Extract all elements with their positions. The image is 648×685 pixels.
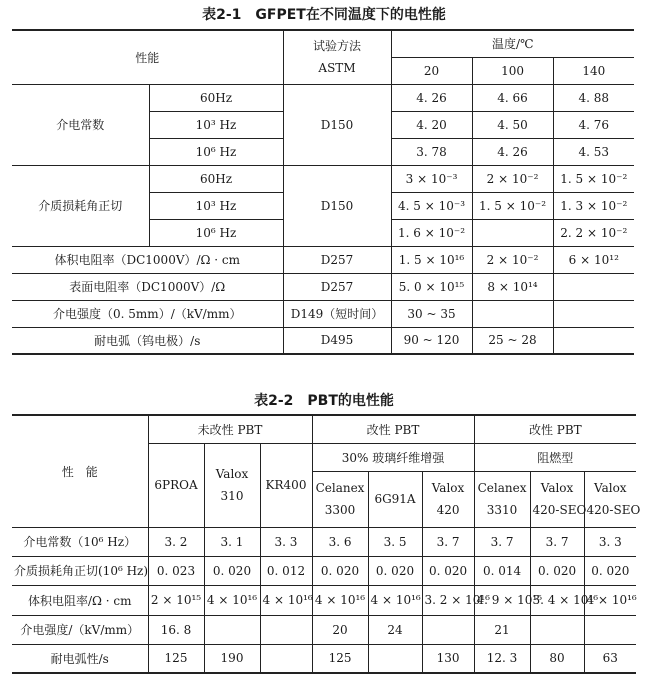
grade-header: 6G91A bbox=[368, 471, 422, 527]
value-cell: 90 ~ 120 bbox=[391, 327, 472, 354]
freq-cell: 10⁶ Hz bbox=[149, 138, 283, 165]
value-cell: 4. 26 bbox=[472, 138, 553, 165]
value-cell: 125 bbox=[148, 644, 204, 673]
value-cell: 2 × 10⁻² bbox=[472, 165, 553, 192]
value-cell: 3. 7 bbox=[530, 527, 584, 556]
dielectric-constant-label: 介电常数 bbox=[12, 84, 149, 165]
value-cell: 0. 014 bbox=[474, 556, 530, 585]
header-temp-100: 100 bbox=[472, 57, 553, 84]
header-group-modified-flame: 改性 PBT bbox=[474, 415, 636, 443]
value-cell: 3. 5 bbox=[368, 527, 422, 556]
value-cell: 4. 50 bbox=[472, 111, 553, 138]
method-cell: D257 bbox=[283, 273, 391, 300]
header-sub-flame: 阻燃型 bbox=[474, 443, 636, 471]
value-cell bbox=[553, 300, 634, 327]
gfpet-electrical-table bbox=[12, 29, 634, 355]
value-cell: 3. 1 bbox=[204, 527, 260, 556]
value-cell: 4 × 10¹⁶ bbox=[368, 585, 422, 615]
surface-resistivity-label: 表面电阻率（DC1000V）/Ω bbox=[12, 273, 283, 300]
value-cell bbox=[422, 615, 474, 644]
value-cell: 190 bbox=[204, 644, 260, 673]
value-cell bbox=[472, 219, 553, 246]
value-cell: 12. 3 bbox=[474, 644, 530, 673]
value-cell: 0. 012 bbox=[260, 556, 312, 585]
value-cell: 4. 9 × 10¹⁵ bbox=[474, 585, 530, 615]
value-cell: 8 × 10¹⁴ bbox=[472, 273, 553, 300]
grade-header: Valox 420-SEO bbox=[530, 471, 584, 527]
grade-header: Valox 420 bbox=[422, 471, 474, 527]
value-cell: 3. 3 bbox=[260, 527, 312, 556]
value-cell: 4 × 10¹⁶ bbox=[204, 585, 260, 615]
value-cell: 63 bbox=[584, 644, 636, 673]
value-cell: 3. 7 bbox=[422, 527, 474, 556]
header-method: 试验方法 ASTM bbox=[283, 30, 391, 84]
value-cell: 0. 023 bbox=[148, 556, 204, 585]
table2-caption: 表2-2 PBT的电性能 bbox=[254, 393, 394, 409]
value-cell: 0. 020 bbox=[204, 556, 260, 585]
value-cell bbox=[553, 273, 634, 300]
value-cell: 0. 020 bbox=[530, 556, 584, 585]
value-cell: 130 bbox=[422, 644, 474, 673]
value-cell: 4. 66 bbox=[472, 84, 553, 111]
value-cell: 1. 6 × 10⁻² bbox=[391, 219, 472, 246]
value-cell: 4 × 10¹⁶ bbox=[312, 585, 368, 615]
value-cell bbox=[472, 300, 553, 327]
value-cell: 4 × 10¹⁶ bbox=[584, 585, 636, 615]
value-cell: 3. 2 bbox=[148, 527, 204, 556]
method-cell: D257 bbox=[283, 246, 391, 273]
grade-header: Celanex 3310 bbox=[474, 471, 530, 527]
value-cell: 4. 26 bbox=[391, 84, 472, 111]
value-cell: 3. 78 bbox=[391, 138, 472, 165]
value-cell: 4 × 10¹⁶ bbox=[260, 585, 312, 615]
value-cell: 24 bbox=[368, 615, 422, 644]
freq-cell: 60Hz bbox=[149, 84, 283, 111]
header-property: 性 能 bbox=[12, 415, 148, 527]
value-cell: 1. 5 × 10¹⁶ bbox=[391, 246, 472, 273]
value-cell: 2 × 10⁻² bbox=[472, 246, 553, 273]
value-cell: 4. 88 bbox=[553, 84, 634, 111]
header-group-unmodified: 未改性 PBT bbox=[148, 415, 312, 443]
value-cell bbox=[368, 644, 422, 673]
freq-cell: 10³ Hz bbox=[149, 111, 283, 138]
row-label: 介质损耗角正切(10⁶ Hz) bbox=[12, 556, 148, 585]
freq-cell: 60Hz bbox=[149, 165, 283, 192]
value-cell: 1. 5 × 10⁻² bbox=[472, 192, 553, 219]
value-cell bbox=[584, 615, 636, 644]
header-property: 性能 bbox=[12, 30, 283, 84]
method-cell: D149（短时间） bbox=[283, 300, 391, 327]
row-label: 介电强度/（kV/mm） bbox=[12, 615, 148, 644]
dielectric-strength-label: 介电强度（0. 5mm）/（kV/mm） bbox=[12, 300, 283, 327]
freq-cell: 10⁶ Hz bbox=[149, 219, 283, 246]
value-cell: 25 ~ 28 bbox=[472, 327, 553, 354]
freq-cell: 10³ Hz bbox=[149, 192, 283, 219]
arc-resistance-label: 耐电弧（钨电极）/s bbox=[12, 327, 283, 354]
value-cell bbox=[260, 644, 312, 673]
value-cell: 21 bbox=[474, 615, 530, 644]
value-cell bbox=[553, 327, 634, 354]
grade-header: 6PROA bbox=[148, 443, 204, 527]
value-cell bbox=[260, 615, 312, 644]
value-cell: 6 × 10¹² bbox=[553, 246, 634, 273]
value-cell: 0. 020 bbox=[422, 556, 474, 585]
value-cell: 30 ~ 35 bbox=[391, 300, 472, 327]
row-label: 耐电弧性/s bbox=[12, 644, 148, 673]
grade-header: KR400 bbox=[260, 443, 312, 527]
value-cell: 0. 020 bbox=[312, 556, 368, 585]
row-label: 体积电阻率/Ω · cm bbox=[12, 585, 148, 615]
volume-resistivity-label: 体积电阻率（DC1000V）/Ω · cm bbox=[12, 246, 283, 273]
value-cell: 125 bbox=[312, 644, 368, 673]
grade-header: Valox 420-SEO bbox=[584, 471, 636, 527]
value-cell: 3. 2 × 10¹⁶ bbox=[422, 585, 474, 615]
value-cell: 2 × 10¹⁵ bbox=[148, 585, 204, 615]
method-cell: D150 bbox=[283, 84, 391, 165]
header-temp-20: 20 bbox=[391, 57, 472, 84]
grade-header: Valox 310 bbox=[204, 443, 260, 527]
value-cell: 4. 53 bbox=[553, 138, 634, 165]
pbt-electrical-table bbox=[12, 414, 641, 674]
value-cell: 80 bbox=[530, 644, 584, 673]
value-cell bbox=[204, 615, 260, 644]
value-cell: 3. 7 bbox=[474, 527, 530, 556]
value-cell: 4. 5 × 10⁻³ bbox=[391, 192, 472, 219]
value-cell: 2. 2 × 10⁻² bbox=[553, 219, 634, 246]
value-cell: 0. 020 bbox=[368, 556, 422, 585]
method-cell: D150 bbox=[283, 165, 391, 246]
value-cell: 4. 20 bbox=[391, 111, 472, 138]
value-cell: 0. 020 bbox=[584, 556, 636, 585]
header-temperature: 温度/℃ bbox=[391, 30, 634, 57]
value-cell: 3. 4 × 10¹⁶ bbox=[530, 585, 584, 615]
value-cell: 1. 5 × 10⁻² bbox=[553, 165, 634, 192]
header-temp-140: 140 bbox=[553, 57, 634, 84]
header-sub-glass: 30% 玻璃纤维增强 bbox=[312, 443, 474, 471]
table1-caption: 表2-1 GFPET在不同温度下的电性能 bbox=[202, 7, 446, 23]
value-cell: 1. 3 × 10⁻² bbox=[553, 192, 634, 219]
value-cell: 16. 8 bbox=[148, 615, 204, 644]
row-label: 介电常数（10⁶ Hz） bbox=[12, 527, 148, 556]
value-cell: 3. 6 bbox=[312, 527, 368, 556]
value-cell bbox=[530, 615, 584, 644]
value-cell: 4. 76 bbox=[553, 111, 634, 138]
grade-header: Celanex 3300 bbox=[312, 471, 368, 527]
value-cell: 20 bbox=[312, 615, 368, 644]
value-cell: 3. 3 bbox=[584, 527, 636, 556]
loss-tangent-label: 介质损耗角正切 bbox=[12, 165, 149, 246]
header-group-modified-glass: 改性 PBT bbox=[312, 415, 474, 443]
value-cell: 5. 0 × 10¹⁵ bbox=[391, 273, 472, 300]
method-cell: D495 bbox=[283, 327, 391, 354]
value-cell: 3 × 10⁻³ bbox=[391, 165, 472, 192]
